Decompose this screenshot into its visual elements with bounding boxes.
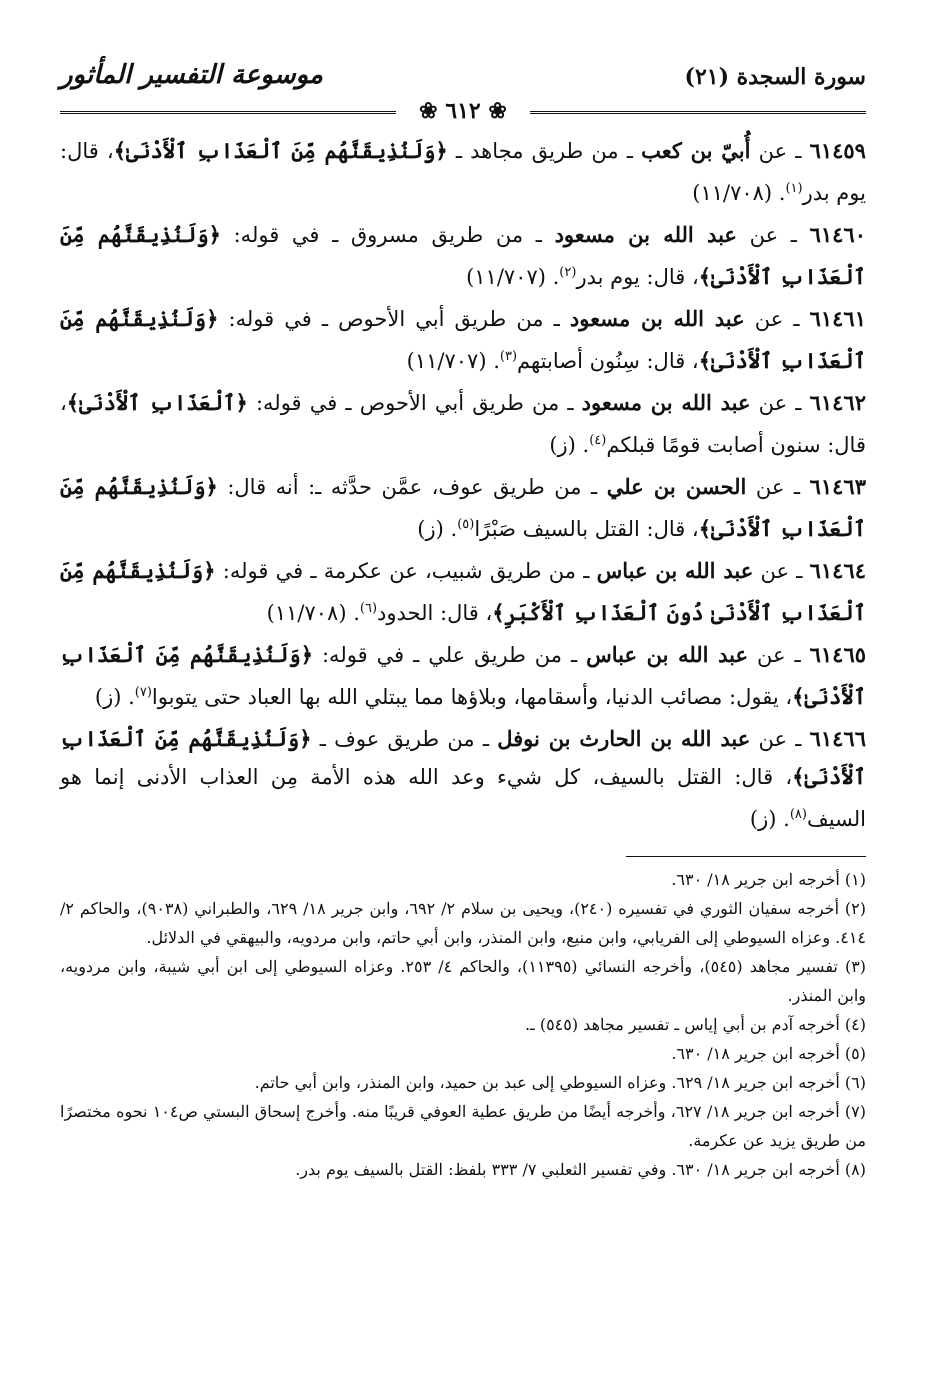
footnote-ref: (١) [785,181,803,196]
entry-number: ٦١٤٦٠ [809,222,866,247]
entries [60,132,866,838]
entry [60,468,866,548]
page-header [60,60,866,100]
narrator: عبد الله بن الحارث بن نوفل [497,726,751,751]
entry-number: ٦١٤٦٥ [809,642,867,667]
footnote-ref: (٢) [559,265,577,280]
footnote: (١) أخرجه ابن جرير ١٨/ ٦٣٠. [671,870,866,889]
entry-text: ـ من طريق شبيب، عن عكرمة ـ في قوله: [215,559,597,583]
footnote-ref: (٧) [134,685,152,700]
entry-ref: . (ز) [749,807,790,831]
entry-number: ٦١٤٦٤ [809,558,866,583]
entry-ref: . (ز) [549,433,590,457]
entry-text: ـ عن [750,139,810,163]
entry [60,300,866,380]
footnote: (٢) أخرجه سفيان الثوري في تفسيره (٢٤٠)، ويحيى بن سلام ٢/ ٦٩٢، وابن جرير ١٨/ ٦٢٩، والطبراني (٩٠٣٨)، والحاكم ٢/ ٤١٤. وعزاه السيوطي إلى الفريابي، وابن منيع، وابن المنذر، وابن أبي حاتم، وابن مردويه، والبيهقي في الدلائل. [60,899,867,947]
entry [60,132,866,212]
entry-text: ـ من طريق أبي الأحوص ـ في قوله: [218,307,570,331]
page-number-value: ٦١٢ [445,98,481,124]
book-title: موسوعة التفسير المأثور [60,60,323,90]
entry-text: ، قال: القتل بالسيف، كل شيء وعد الله هذه الأمة مِن العذاب الأدنى إنما هو السيف [60,765,866,831]
narrator: أُبيّ بن كعب [641,138,751,163]
footnote-separator [626,856,866,857]
entry-text: ـ عن [748,643,810,667]
entry-text: ـ من طريق مسروق ـ في قوله: [220,223,555,247]
narrator: الحسن بن علي [606,474,747,499]
page-number: ❀ ٦١٢ ❀ [419,98,507,124]
entry [60,720,866,838]
entry-text: ، قال: يوم بدر [60,139,866,205]
entry-text: ، قال: الحدود [377,601,493,625]
narrator: عبد الله بن مسعود [569,306,745,331]
entry-text: ، قال: يوم بدر [576,265,699,289]
entry-text: ، قال: سنون أصابت قومًا قبلكم [60,391,866,457]
entry-number: ٦١٤٦٦ [809,726,866,751]
narrator: عبد الله بن عباس [586,642,749,667]
entry-text: ـ عن [750,391,810,415]
entry-ref: . (ز) [417,517,458,541]
rule-line-left [60,111,396,114]
footnote: (٤) أخرجه آدم بن أبي إياس ـ تفسير مجاهد (٥٤٥) ـ. [524,1015,866,1034]
entry-text: ـ عن [746,475,810,499]
entry-text: ـ عن [736,223,810,247]
footnote: (٣) تفسير مجاهد (٥٤٥)، وأخرجه النسائي (١١٣٩٥)، والحاكم ٤/ ٢٥٣. وعزاه السيوطي إلى ابن أبي شيبة، وابن مردويه، وابن المنذر. [60,957,867,1005]
footnote-ref: (٤) [589,433,607,448]
entry-number: ٦١٤٥٩ [809,138,866,163]
header-rule [60,98,866,124]
entry [60,636,866,716]
entry-text: ـ من طريق عوف ـ [311,727,498,751]
narrator: عبد الله بن مسعود [554,222,737,247]
entry-text: ، يقول: مصائب الدنيا، وأسقامها، وبلاؤها مما يبتلي الله بها العباد حتى يتوبوا [151,685,793,709]
footnote: (٨) أخرجه ابن جرير ١٨/ ٦٣٠. وفي تفسير الثعلبي ٧/ ٣٣٣ بلفظ: القتل بالسيف يوم بدر. [295,1160,866,1179]
entry-text: ، قال: القتل بالسيف صَبْرًا [474,517,699,541]
entry-text: ـ من طريق علي ـ في قوله: [313,643,587,667]
entry-text: ـ من طريق مجاهد ـ [447,139,642,163]
entry-text: ـ عن [753,559,810,583]
entry-number: ٦١٤٦٢ [809,390,866,415]
rule-line-right [530,111,866,114]
quran-verse: ﴿وَلَنُذِيقَنَّهُم مِّنَ ٱلْعَذَابِ ٱلْأَدْنَىٰ﴾ [60,222,866,289]
entry-ref: . (ز) [94,685,135,709]
entry-ref: . (١١/٧٠٧) [466,265,560,289]
narrator: عبد الله بن عباس [596,558,754,583]
entry-text: ـ عن [750,727,810,751]
quran-verse: ﴿وَلَنُذِيقَنَّهُم مِّنَ ٱلْعَذَابِ ٱلْأَدْنَىٰ﴾ [60,306,866,373]
entry-text: ـ عن [744,307,810,331]
footnote-ref: (٨) [789,807,807,822]
quran-verse: ﴿ٱلْعَذَابِ ٱلْأَدْنَىٰ﴾ [66,390,248,415]
entry-text: ـ من طريق عوف، عمَّن حدَّثه ـ: أنه قال: [217,475,607,499]
entry [60,552,866,632]
footnote: (٦) أخرجه ابن جرير ١٨/ ٦٢٩. وعزاه السيوطي إلى عبد بن حميد، وابن المنذر، وابن أبي حاتم. [254,1073,866,1092]
footnote-ref: (٦) [359,601,378,616]
entry-text: ـ من طريق أبي الأحوص ـ في قوله: [247,391,582,415]
entry [60,384,866,464]
quran-verse: ﴿وَلَنُذِيقَنَّهُم مِّنَ ٱلْعَذَابِ ٱلْأَدْنَىٰ دُونَ ٱلْعَذَابِ ٱلْأَكْبَرِ﴾ [60,558,866,625]
footnote-ref: (٣) [499,349,518,364]
footnotes [60,865,866,1184]
entry-number: ٦١٤٦١ [809,306,866,331]
footnote-ref: (٥) [457,517,475,532]
footnote: (٥) أخرجه ابن جرير ١٨/ ٦٣٠. [671,1044,866,1063]
quran-verse: ﴿وَلَنُذِيقَنَّهُم مِّنَ ٱلْعَذَابِ ٱلْأَدْنَىٰ﴾ [60,726,866,789]
entry [60,216,866,296]
entry-ref: . (١١/٧٠٨) [266,601,360,625]
entry-ref: . (١١/٧٠٧) [406,349,500,373]
quran-verse: ﴿وَلَنُذِيقَنَّهُم مِّنَ ٱلْعَذَابِ ٱلْأَدْنَىٰ﴾ [60,642,866,709]
page [60,60,866,1184]
entry-number: ٦١٤٦٣ [809,474,866,499]
surah-title: سورة السجدة (٢١) [684,64,866,90]
quran-verse: ﴿وَلَنُذِيقَنَّهُم مِّنَ ٱلْعَذَابِ ٱلْأَدْنَىٰ﴾ [113,138,448,163]
narrator: عبد الله بن مسعود [581,390,751,415]
quran-verse: ﴿وَلَنُذِيقَنَّهُم مِّنَ ٱلْعَذَابِ ٱلْأَدْنَىٰ﴾ [60,474,866,541]
footnote: (٧) أخرجه ابن جرير ١٨/ ٦٢٧، وأخرجه أيضًا من طريق عطية العوفي قريبًا منه. وأخرج إسحاق البستي ص١٠٤ نحوه مختصرًا من طريق يزيد عن عكرمة. [60,1102,866,1150]
entry-ref: . (١١/٧٠٨) [692,181,786,205]
entry-text: ، قال: سِنُون أصابتهم [517,349,699,373]
